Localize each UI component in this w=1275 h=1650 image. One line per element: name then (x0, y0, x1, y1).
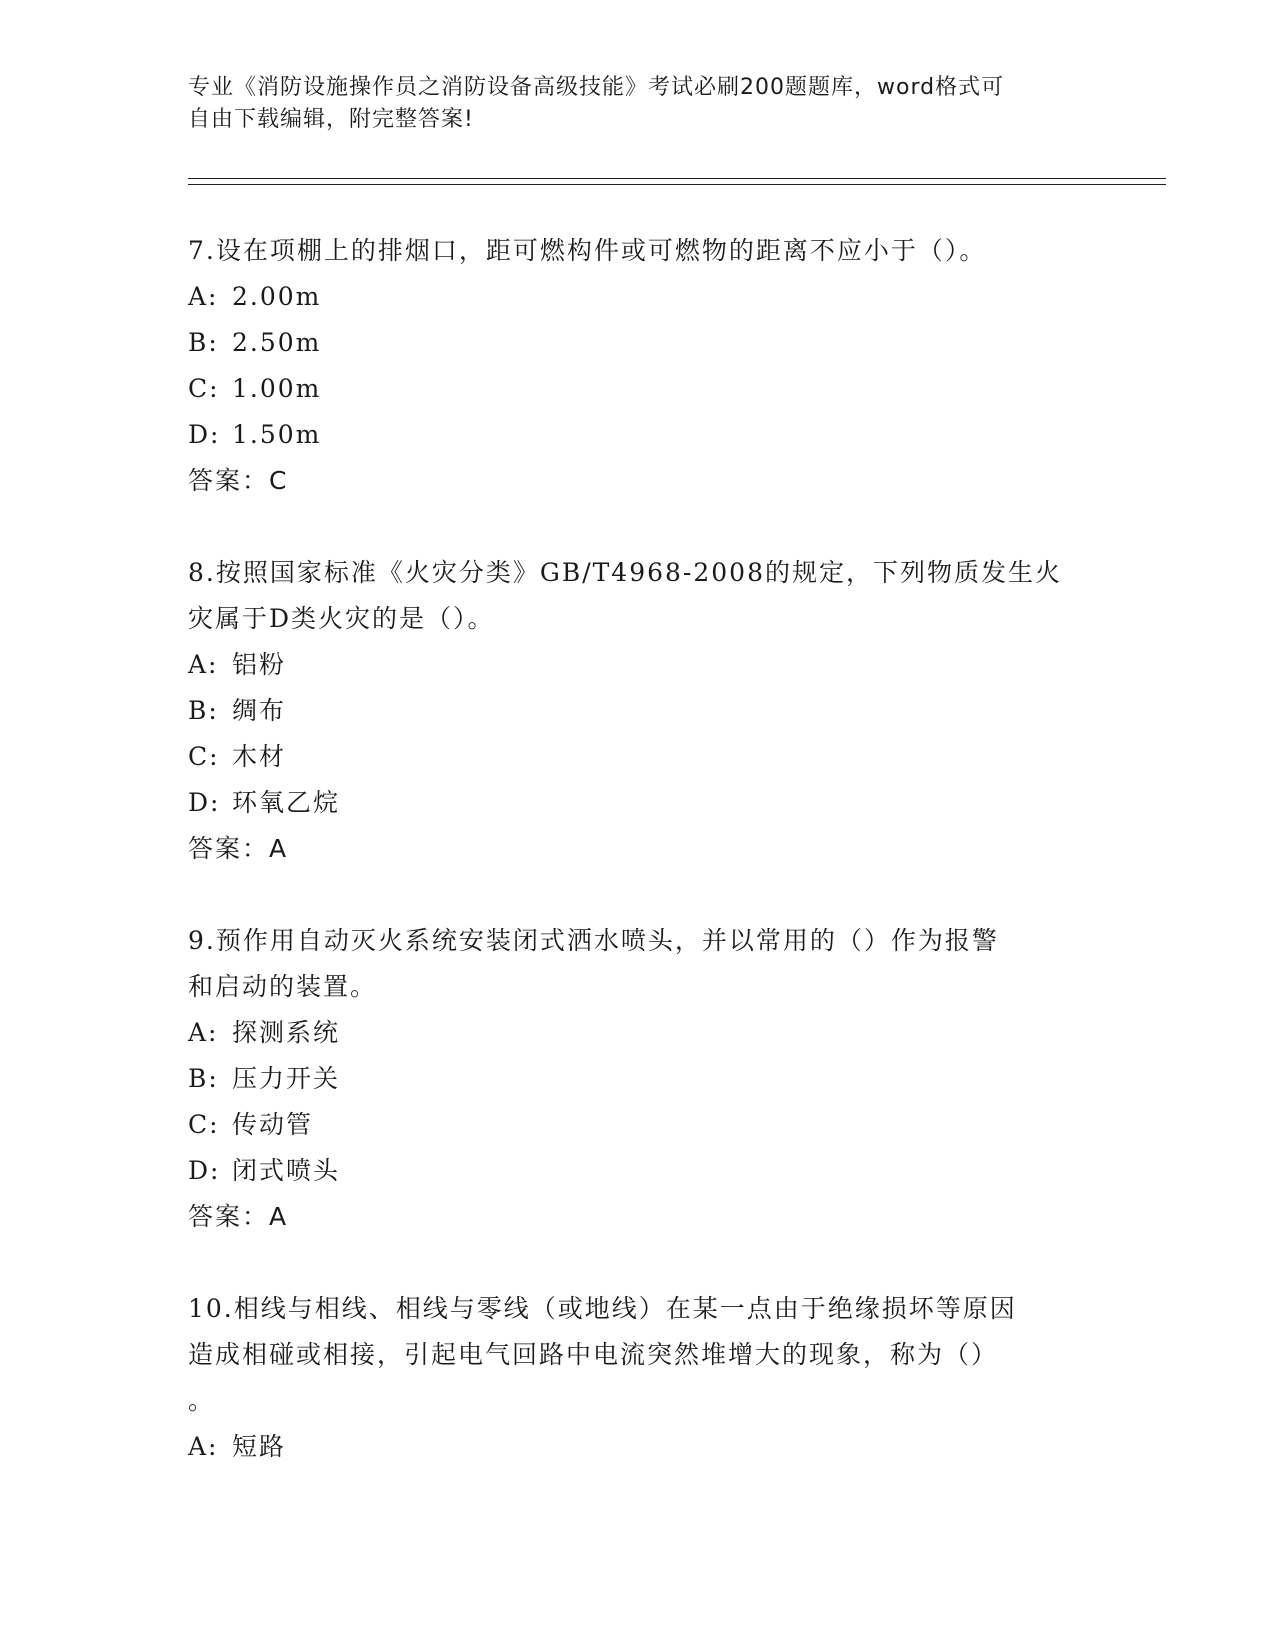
option-text: 1.50m (232, 420, 322, 449)
option-b (188, 1056, 1088, 1102)
option-d (188, 780, 1088, 826)
option-text: 铝粉 (232, 650, 287, 679)
option-text: 环氧乙烷 (232, 788, 341, 817)
option-label: B: (188, 696, 219, 725)
option-text: 2.00m (232, 282, 322, 311)
question-text-line-2: 和启动的装置。 (188, 972, 378, 1001)
option-b (188, 320, 1088, 366)
document-header (188, 72, 1088, 136)
option-text: 传动管 (232, 1110, 314, 1139)
header-line-1: 专业《消防设施操作员之消防设备高级技能》考试必刷200题题库，word格式可 (188, 75, 1005, 100)
option-text: 探测系统 (232, 1018, 341, 1047)
option-c (188, 734, 1088, 780)
option-a (188, 274, 1088, 320)
option-a (188, 642, 1088, 688)
option-a (188, 1010, 1088, 1056)
option-text: 短路 (232, 1432, 287, 1461)
option-d (188, 1148, 1088, 1194)
question-text-line-3: 。 (188, 1386, 216, 1415)
answer-text: 答案：C (188, 466, 289, 495)
option-text: 绸布 (232, 696, 287, 725)
option-label: D: (188, 1156, 221, 1185)
question-text-line-1: 8.按照国家标准《火灾分类》GB/T4968-2008的规定，下列物质发生火 (188, 558, 1062, 587)
option-text: 闭式喷头 (232, 1156, 341, 1185)
option-b (188, 688, 1088, 734)
option-text: 1.00m (232, 374, 322, 403)
question-item (188, 1286, 1088, 1470)
answer-text: 答案：A (188, 1202, 289, 1231)
option-a (188, 1424, 1088, 1470)
question-text-line-2: 造成相碰或相接，引起电气回路中电流突然堆增大的现象，称为（） (188, 1340, 999, 1369)
option-c (188, 366, 1088, 412)
question-text-line-1: 10.相线与相线、相线与零线（或地线）在某一点由于绝缘损坏等原因 (188, 1294, 1017, 1323)
question-item (188, 228, 1088, 504)
question-item (188, 550, 1088, 872)
option-label: A: (188, 650, 219, 679)
option-label: C: (188, 374, 220, 403)
question-list (188, 228, 1088, 1516)
option-label: A: (188, 1432, 219, 1461)
option-label: B: (188, 1064, 219, 1093)
option-label: C: (188, 742, 220, 771)
option-label: D: (188, 420, 221, 449)
question-text-line-2: 灾属于D类火灾的是（）。 (188, 604, 495, 633)
option-label: C: (188, 1110, 220, 1139)
header-divider-top (188, 178, 1166, 179)
option-label: A: (188, 1018, 219, 1047)
header-line-2: 自由下载编辑，附完整答案! (188, 107, 474, 132)
header-divider-bottom (188, 184, 1166, 185)
option-text: 压力开关 (232, 1064, 341, 1093)
option-text: 2.50m (232, 328, 322, 357)
question-text-line-1: 9.预作用自动灭火系统安装闭式洒水喷头，并以常用的（）作为报警 (188, 926, 999, 955)
option-c (188, 1102, 1088, 1148)
option-text: 木材 (232, 742, 287, 771)
option-d (188, 412, 1088, 458)
option-label: B: (188, 328, 219, 357)
question-text: 7.设在项棚上的排烟口，距可燃构件或可燃物的距离不应小于（）。 (188, 236, 987, 265)
answer-text: 答案：A (188, 834, 289, 863)
option-label: A: (188, 282, 219, 311)
question-item (188, 918, 1088, 1240)
option-label: D: (188, 788, 221, 817)
